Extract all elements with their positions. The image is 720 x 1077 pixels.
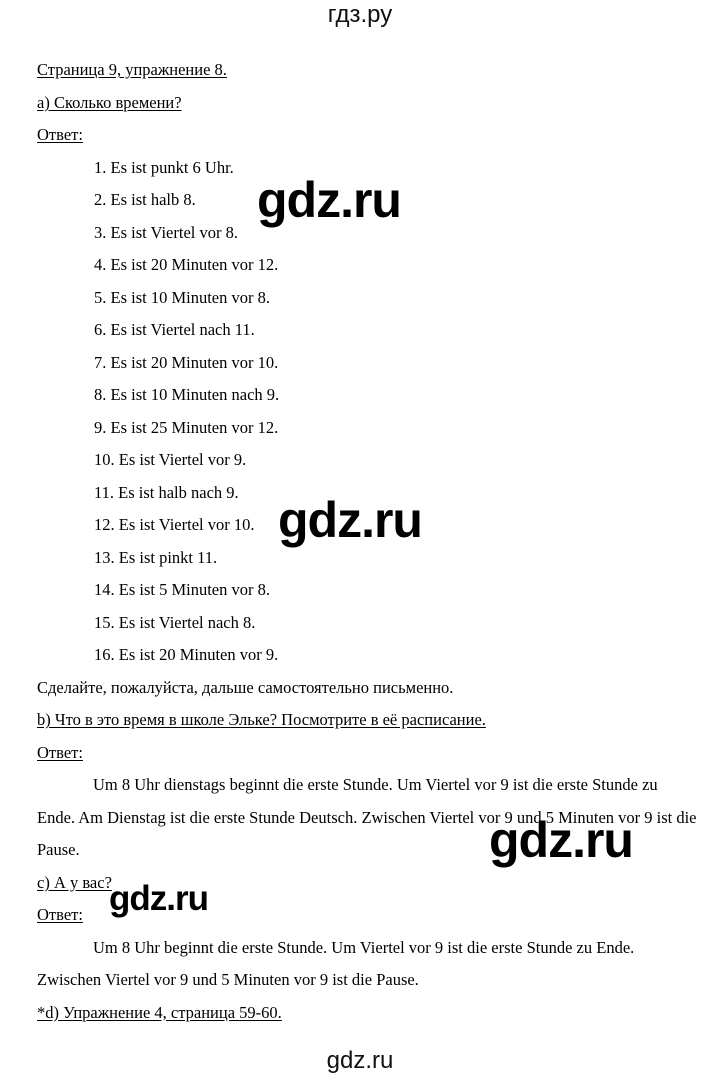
watermark: gdz.ru [257, 172, 401, 228]
watermark: gdz.ru [109, 879, 208, 918]
part-b-heading: b) Что в это время в школе Эльке? Посмотрите в её расписание. [37, 710, 486, 729]
answer-item: 11. Es ist halb nach 9. [94, 482, 239, 502]
part-c-answer-label: Ответ: [37, 905, 83, 924]
answer-item: 5. Es ist 10 Minuten vor 8. [94, 287, 270, 307]
answer-item: 6. Es ist Viertel nach 11. [94, 320, 255, 339]
answer-item: 1. Es ist punkt 6 Uhr. [94, 157, 234, 177]
answer-item: 16. Es ist 20 Minuten vor 9. [94, 645, 279, 664]
answer-item: 14. Es ist 5 Minuten vor 8. [94, 580, 270, 599]
part-c-text: Um 8 Uhr beginnt die erste Stunde. Um Viertel vor 9 ist die erste Stunde zu Ende. Zwischen Viertel vor 9 und 5 Minuten vor 9 ist die Pause. [37, 937, 635, 989]
part-a-note: Сделайте, пожалуйста, дальше самостоятельно письменно. [37, 677, 454, 697]
site-footer: gdz.ru [326, 1047, 394, 1074]
site-header: гдз.ру [327, 1, 393, 28]
answer-item: 9. Es ist 25 Minuten vor 12. [94, 417, 279, 437]
part-a-answer-label: Ответ: [37, 125, 83, 144]
answer-item: 15. Es ist Viertel nach 8. [94, 612, 256, 632]
part-b-answer-label: Ответ: [37, 742, 83, 762]
watermark: gdz.ru [278, 492, 422, 548]
answer-item: 13. Es ist pinkt 11. [94, 547, 218, 567]
answer-item: 10. Es ist Viertel vor 9. [94, 450, 247, 469]
answer-item: 7. Es ist 20 Minuten vor 10. [94, 352, 279, 372]
answer-item: 12. Es ist Viertel vor 10. [94, 515, 255, 534]
watermark: gdz.ru [489, 812, 633, 868]
answer-list [37, 152, 697, 672]
answer-item: 3. Es ist Viertel vor 8. [94, 222, 238, 242]
part-d-heading: *d) Упражнение 4, страница 59-60. [37, 1002, 282, 1022]
answer-item: 8. Es ist 10 Minuten nach 9. [94, 385, 280, 404]
part-c-heading: c) А у вас? [37, 872, 112, 892]
part-a-heading: a) Сколько времени? [37, 92, 182, 112]
part-b-text: Um 8 Uhr dienstags beginnt die erste Stunde. Um Viertel vor 9 ist die erste Stunde zu Ende. Am Dienstag ist die erste Stunde Deutsch. Zwischen Viertel vor 9 und 5 Minuten vor 9 ist die Pause. [37, 775, 697, 859]
page-title: Страница 9, упражнение 8. [37, 60, 227, 79]
answer-item: 4. Es ist 20 Minuten vor 12. [94, 255, 279, 274]
answer-item: 2. Es ist halb 8. [94, 190, 196, 209]
